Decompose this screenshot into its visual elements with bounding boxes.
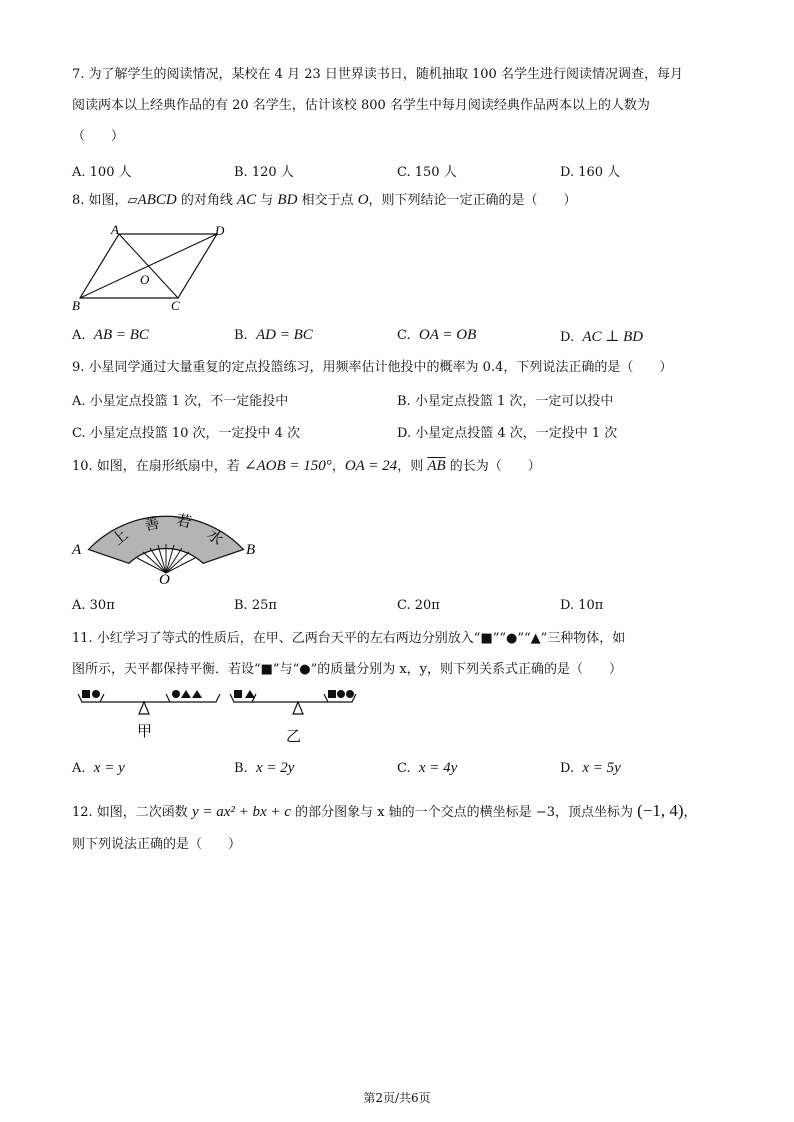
q10-label-a: A xyxy=(72,542,82,558)
q8-prefix: 8. 如图， xyxy=(72,193,128,208)
q11-option-a-expr: x = y xyxy=(93,760,125,776)
q8-parallelogram-symbol: ▱ xyxy=(127,193,138,208)
q10-angle: ∠AOB = 150° xyxy=(243,458,332,474)
q8-text2: 与 xyxy=(256,193,278,208)
q8-diagonal-bd xyxy=(80,234,217,298)
q8-option-a-expr: AB = BC xyxy=(93,327,149,343)
q11-option-a xyxy=(72,760,125,777)
q10-label-o: O xyxy=(159,572,170,588)
q10-label-b: B xyxy=(246,542,256,558)
q8-option-a-letter: A. xyxy=(72,328,86,343)
q11-jia-circle-1 xyxy=(92,690,100,698)
q11-yi-square-left xyxy=(234,690,242,698)
q8-label-c: C xyxy=(171,298,180,313)
q11-jia-fulcrum xyxy=(139,702,149,714)
q9-option-d: D. 小星定点投篮 4 次，一定投中 1 次 xyxy=(397,426,618,441)
q10-option-d: D. 10π xyxy=(560,598,604,613)
q8-option-d-expr: AC ⊥ BD xyxy=(582,329,644,345)
q11-option-c-letter: C. xyxy=(397,761,411,776)
q11-line1: 11. 小红学习了等式的性质后，在甲、乙两台天平的左右两边分别放入“■”“●”“▲”三种物体，如 xyxy=(72,631,626,646)
q12-prefix: 12. 如图，二次函数 xyxy=(72,805,192,820)
q7-option-b: B. 120 人 xyxy=(234,165,294,180)
q9-option-b: B. 小星定点投篮 1 次，一定可以投中 xyxy=(397,394,614,409)
q7-option-c: C. 150 人 xyxy=(397,165,457,180)
q11-option-b xyxy=(234,760,294,777)
q11-balance-figure xyxy=(70,684,360,750)
q7-option-d: D. 160 人 xyxy=(560,165,621,180)
q9-stem: 9. 小星同学通过大量重复的定点投篮练习，用频率估计他投中的概率为 0.4，下列说法正确的是（ ） xyxy=(72,360,673,375)
q8-option-b-expr: AD = BC xyxy=(255,327,313,343)
q11-yi-circle-2 xyxy=(346,690,354,698)
q10-fan-char-3: 若 xyxy=(174,512,193,532)
q11-jia-triangle-2 xyxy=(192,690,202,698)
q10-text3: 的长为（ ） xyxy=(445,459,541,474)
q11-jia-square xyxy=(82,690,90,698)
q8-bd: BD xyxy=(277,192,298,208)
q12-line1 xyxy=(72,802,697,822)
q8-abcd: ABCD xyxy=(137,192,177,208)
q10-arc-ab: $\overline{AB}$ xyxy=(427,458,446,474)
q10-fan-char-2: 善 xyxy=(143,515,162,535)
q11-scale-label-jia: 甲 xyxy=(137,724,153,740)
q11-option-a-letter: A. xyxy=(72,761,86,776)
q8-label-b: B xyxy=(72,298,80,313)
q8-text4: ，则下列结论一定正确的是（ ） xyxy=(368,193,577,208)
q8-option-d xyxy=(560,327,643,346)
q9-option-a: A. 小星定点投篮 1 次，不一定能投中 xyxy=(72,394,289,409)
q8-o: O xyxy=(357,192,369,208)
q8-text1: 的对角线 xyxy=(176,193,237,208)
q10-stem xyxy=(72,457,541,476)
q8-option-b xyxy=(234,327,313,344)
page-footer: 第2页/共6页 xyxy=(363,1091,431,1105)
q11-scale-label-yi: 乙 xyxy=(286,729,302,745)
q11-jia-left-pan xyxy=(78,694,104,702)
q11-option-b-letter: B. xyxy=(234,761,248,776)
q10-fan-figure xyxy=(66,478,276,590)
q11-yi-fulcrum xyxy=(293,702,303,714)
q7-line2: 阅读两本以上经典作品的有 20 名学生，估计该校 800 名学生中每月阅读经典作品两本以上的人数为 xyxy=(72,98,650,113)
q11-option-c xyxy=(397,760,457,777)
q11-option-d xyxy=(560,760,621,777)
q8-text3: 相交于点 xyxy=(297,193,358,208)
q11-option-b-expr: x = 2y xyxy=(255,760,295,776)
q10-fan-char-1: 上 xyxy=(109,526,132,549)
q11-scale-jia xyxy=(78,690,220,740)
q7-paren: （ ） xyxy=(72,129,125,144)
q11-jia-circle-2 xyxy=(172,690,180,698)
q8-stem xyxy=(72,191,577,210)
q11-yi-square-right xyxy=(328,690,336,698)
q11-option-c-expr: x = 4y xyxy=(418,760,458,776)
q8-parallelogram-figure xyxy=(68,222,238,314)
q11-line2: 图所示，天平都保持平衡．若设“■”与“●”的质量分别为 x，y，则下列关系式正确的是（ ） xyxy=(72,662,623,677)
q11-yi-triangle xyxy=(245,690,255,698)
q8-option-c-expr: OA = OB xyxy=(418,327,477,343)
q8-label-a: A xyxy=(111,222,119,237)
q12-text2: 的部分图象与 x 轴的一个交点的横坐标是 −3，顶点坐标为 xyxy=(290,805,638,820)
q8-option-c xyxy=(397,327,476,344)
q11-option-d-expr: x = 5y xyxy=(582,760,621,776)
q11-jia-triangle-1 xyxy=(181,690,191,698)
q7-line1: 7. 为了解学生的阅读情况，某校在 4 月 23 日世界读书日，随机抽取 100 名学生进行阅读情况调查，每月 xyxy=(72,67,683,82)
q9-option-c: C. 小星定点投篮 10 次，一定投中 4 次 xyxy=(72,426,301,441)
q10-sep: ， xyxy=(331,459,345,474)
q8-ac: AC xyxy=(236,192,257,208)
q12-line2: 则下列说法正确的是（ ） xyxy=(72,837,242,852)
q8-option-b-letter: B. xyxy=(234,328,248,343)
q10-oa: OA = 24 xyxy=(344,458,398,474)
q10-option-b: B. 25π xyxy=(234,598,277,613)
q11-yi-circle-1 xyxy=(337,690,345,698)
q10-text2: ，则 xyxy=(397,459,428,474)
q10-option-c: C. 20π xyxy=(397,598,440,613)
q8-option-a xyxy=(72,327,149,344)
q10-fan-char-4: 水 xyxy=(203,526,226,549)
q10-option-a: A. 30π xyxy=(72,598,115,613)
q12-vertex: (−1, 4) xyxy=(637,801,684,820)
q11-scale-yi xyxy=(230,690,356,745)
q12-text3: ， xyxy=(683,805,697,820)
q10-prefix: 10. 如图，在扇形纸扇中，若 xyxy=(72,459,244,474)
q8-label-d: D xyxy=(215,223,225,238)
q8-option-c-letter: C. xyxy=(397,328,411,343)
q12-function: y = ax² + bx + c xyxy=(191,804,291,820)
q8-label-o: O xyxy=(140,272,150,287)
q7-option-a: A. 100 人 xyxy=(72,165,132,180)
q8-option-d-letter: D. xyxy=(560,330,575,345)
q11-option-d-letter: D. xyxy=(560,761,575,776)
